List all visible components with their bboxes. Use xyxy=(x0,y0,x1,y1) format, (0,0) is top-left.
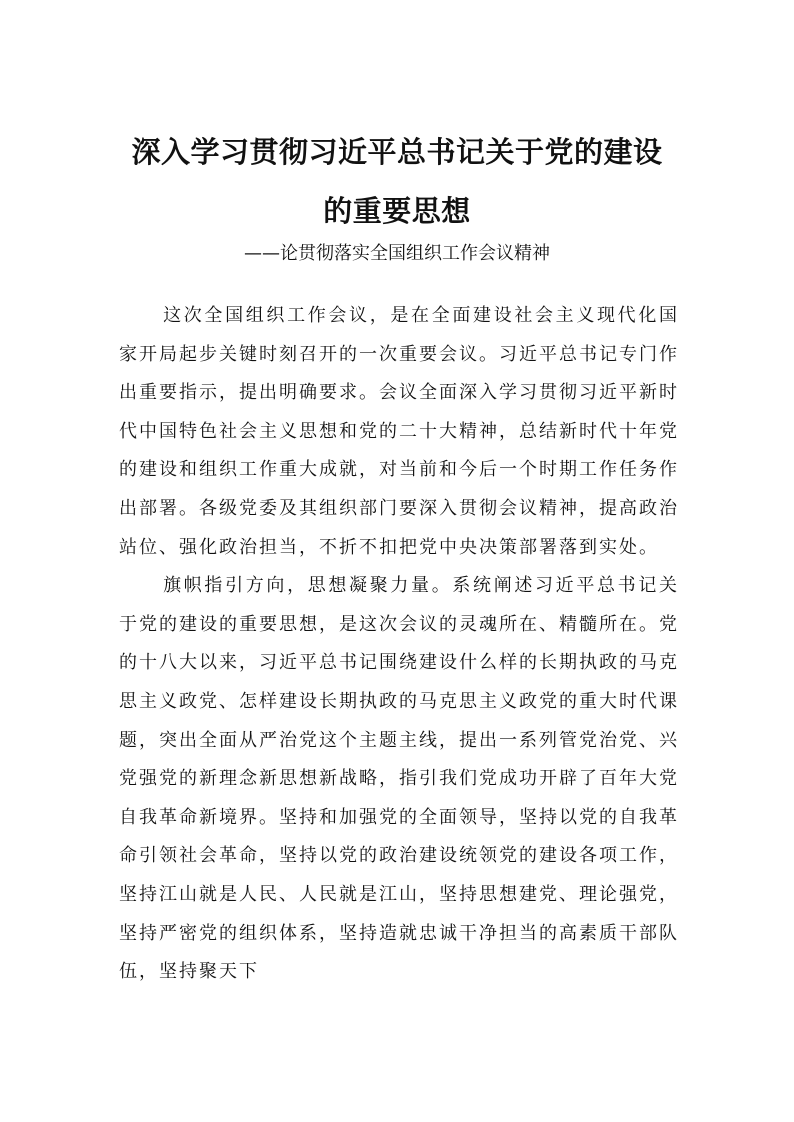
body-paragraph-1: 这次全国组织工作会议，是在全面建设社会主义现代化国家开局起步关键时刻召开的一次重要会议。习近平总书记专门作出重要指示，提出明确要求。会议全面深入学习贯彻习近平新时代中国特色社会主义思想和党的二十大精神，总结新时代十年党的建设和组织工作重大成就，对当前和今后一个时期工作任务作出部署。各级党委及其组织部门要深入贯彻会议精神，提高政治站位、强化政治担当，不折不扣把党中央决策部署落到实处。 xyxy=(119,305,679,558)
document-subtitle: ——论贯彻落实全国组织工作会议精神 xyxy=(244,243,550,264)
document-title-line-1: 深入学习贯彻习近平总书记关于党的建设 xyxy=(131,135,663,169)
body-paragraph-2: 旗帜指引方向，思想凝聚力量。系统阐述习近平总书记关于党的建设的重要思想，是这次会议的灵魂所在、精髓所在。党的十八大以来，习近平总书记围绕建设什么样的长期执政的马克思主义政党、怎样建设长期执政的马克思主义政党的重大时代课题，突出全面从严治党这个主题主线，提出一系列管党治党、兴党强党的新理念新思想新战略，指引我们党成功开辟了百年大党自我革命新境界。坚持和加强党的全面领导，坚持以党的自我革命引领社会革命，坚持以党的政治建设统领党的建设各项工作，坚持江山就是人民、人民就是江山，坚持思想建党、理论强党，坚持严密党的组织体系，坚持造就忠诚干净担当的高素质干部队伍，坚持聚天下 xyxy=(119,575,679,983)
document-body xyxy=(119,297,679,992)
document-title-line-2: 的重要思想 xyxy=(323,194,471,228)
